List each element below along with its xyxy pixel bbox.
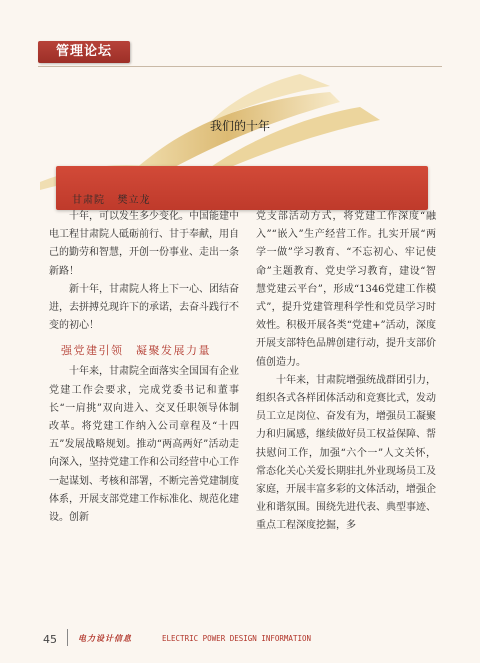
publication-name-en: ELECTRIC POWER DESIGN INFORMATION [162, 634, 312, 643]
publication-name: 电力设计信息 [78, 634, 132, 643]
paragraph: 新十年，甘肃院人将上下一心、团结奋进，去拼搏兑现许下的承诺，去奋斗践行不变的初心！ [49, 283, 239, 332]
paragraph: 十年来，甘肃院全面落实全国国有企业党建工作会要求，完成党委书记和董事长“一肩挑”双向进入、交叉任职领导体制改革。将党建工作纳入公司章程及“十四五”发展战略规划。推动“两高两好”活动走向深入，坚持党建工作和公司经营中心工作一起谋划、考核和部署，不断完善党建制度体系，开展支部党建工作标准化、规范化建设。创新 [49, 366, 239, 524]
section-tag: 管理论坛 [38, 41, 130, 63]
paragraph: 十年，可以发生多少变化。中国能建中电工程甘肃院人砥砺前行、甘于奉献，用自己的勤劳和智慧，开创一份事业、走出一条新路！ [49, 211, 239, 277]
article-title: 我们的十年 [209, 119, 270, 133]
article-byline: 甘肃院 樊立龙 [72, 195, 151, 206]
title-banner [0, 62, 480, 207]
right-column [256, 208, 436, 536]
footer-divider [67, 629, 68, 646]
paragraph: 十年来，甘肃院增强统战群团引力，组织各式各样团体活动和竞赛比式，发动员工立足岗位、奋发有为，增强员工凝聚力和归属感，继续做好员工权益保障、帮扶慰问工作，加强“六个一”人文关怀，常态化关心关爱长期驻扎外业现场员工及家庭，开展丰富多彩的文体活动，增强企业和谐氛围。围绕先进代表、典型事迹、重点工程深度挖掘，多 [256, 374, 436, 532]
page-number: 45 [43, 633, 57, 646]
left-column [49, 208, 239, 527]
paragraph: 党支部活动方式，将党建工作深度“融入”“嵌入”生产经营工作。扎实开展“两学一做”学习教育、“不忘初心、牢记使命”主题教育、党史学习教育，建设“智慧党建云平台”，形成“1346党建工作模式”，提升党建管理科学性和党员学习时效性。积极开展各类“党建+”活动，深度开展支部特色品牌创建行动，提升支部价值创造力。 [256, 211, 436, 368]
section-subheading: 强党建引领 凝聚发展力量 [61, 344, 211, 358]
